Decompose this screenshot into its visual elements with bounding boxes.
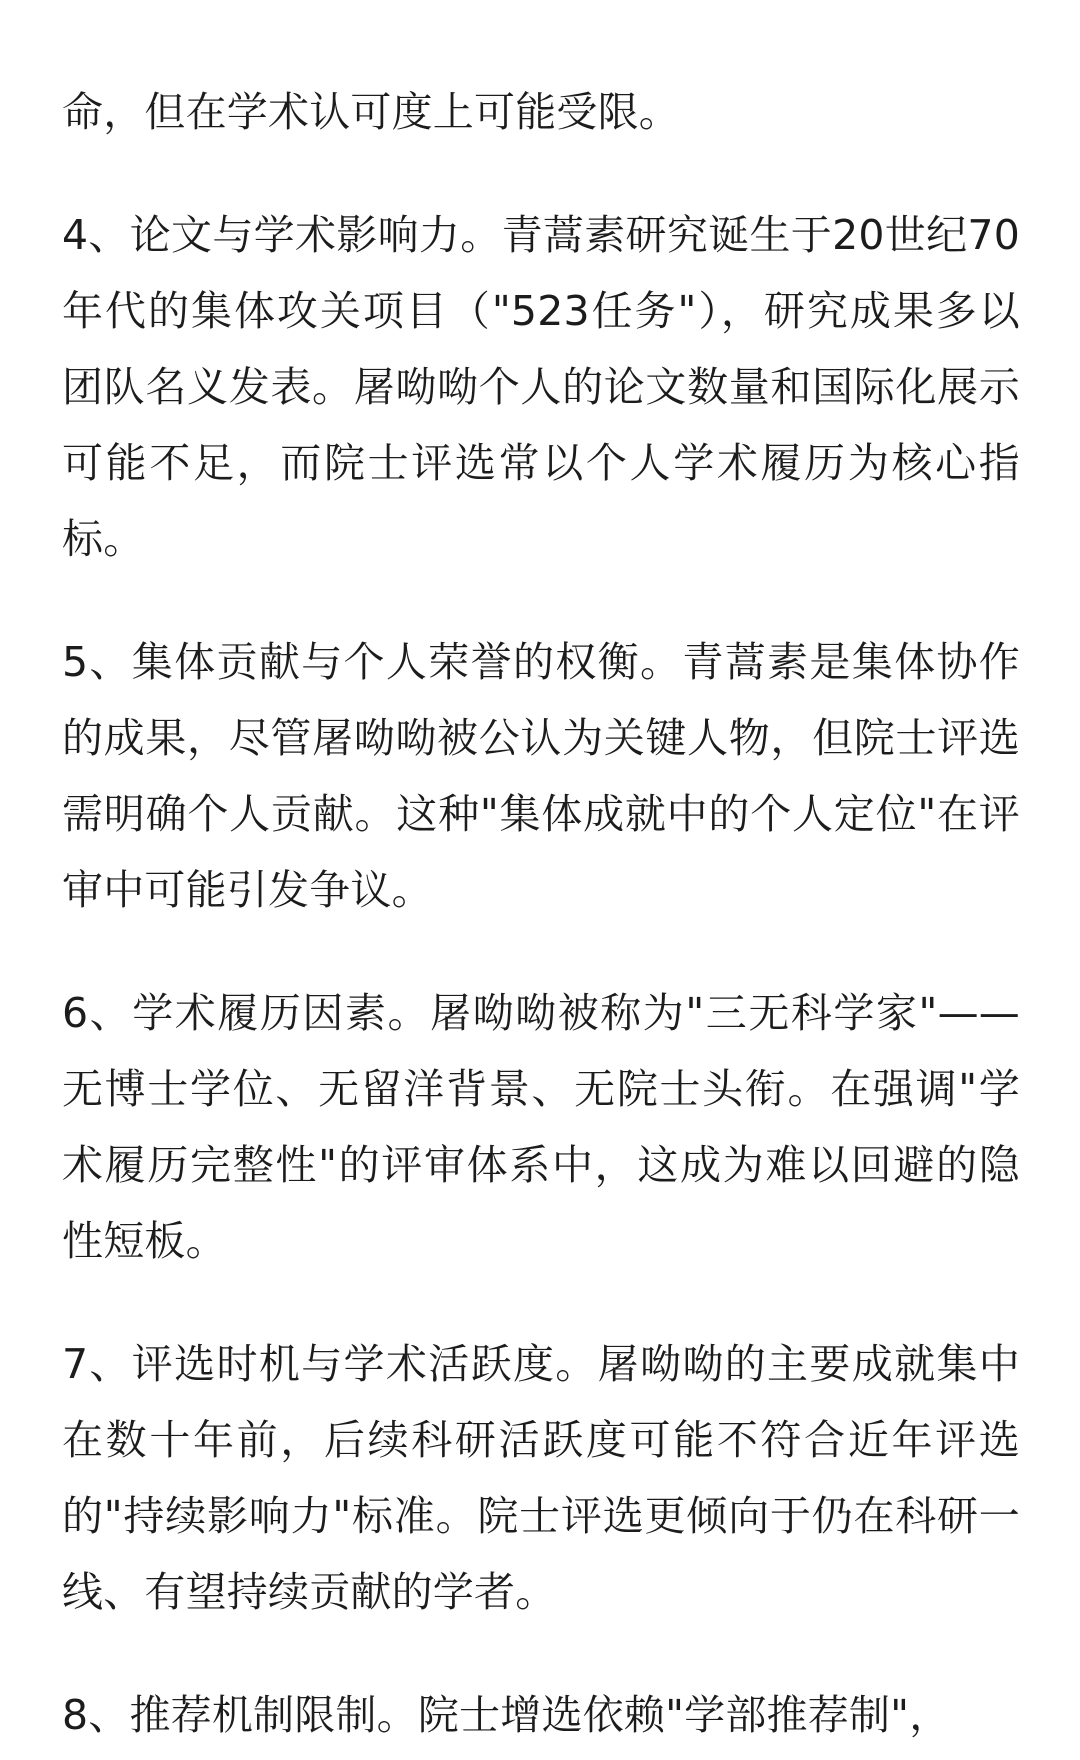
paragraph-point-7: 7、评选时机与学术活跃度。屠呦呦的主要成就集中在数十年前，后续科研活跃度可能不符合近年评选的"持续影响力"标准。院士评选更倾向于仍在科研一线、有望持续贡献的学者。: [62, 1340, 1020, 1616]
paragraph-continuation: 命，但在学术认可度上可能受限。: [62, 88, 680, 136]
paragraph-point-5: 5、集体贡献与个人荣誉的权衡。青蒿素是集体协作的成果，尽管屠呦呦被公认为关键人物，但院士评选需明确个人贡献。这种"集体成就中的个人定位"在评审中可能引发争议。: [62, 638, 1020, 914]
paragraph-point-6: 6、学术履历因素。屠呦呦被称为"三无科学家"——无博士学位、无留洋背景、无院士头衔。在强调"学术履历完整性"的评审体系中，这成为难以回避的隐性短板。: [62, 989, 1020, 1265]
article-body: [62, 74, 1020, 1753]
paragraph-point-4: 4、论文与学术影响力。青蒿素研究诞生于20世纪70年代的集体攻关项目（"523任务"），研究成果多以团队名义发表。屠呦呦个人的论文数量和国际化展示可能不足，而院士评选常以个人学术履历为核心指标。: [62, 211, 1020, 563]
paragraph-point-8: 8、推荐机制限制。院士增选依赖"学部推荐制"，: [62, 1691, 951, 1739]
